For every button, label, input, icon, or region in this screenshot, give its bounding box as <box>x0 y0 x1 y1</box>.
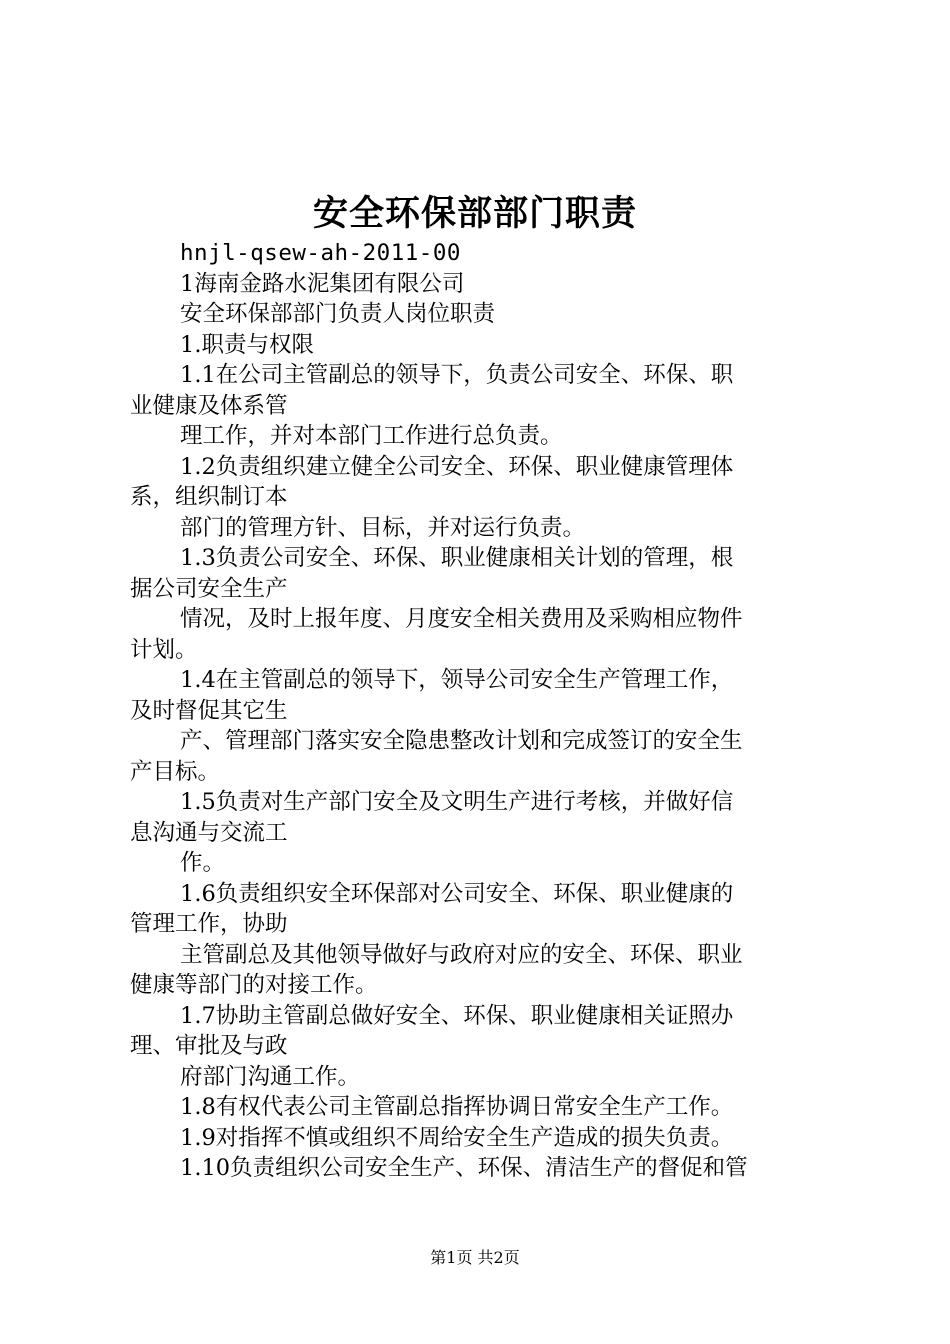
page-footer: 第1页 共2页 <box>430 1248 520 1267</box>
document-title: 安全环保部部门职责 <box>312 193 637 234</box>
text-line: 1.9对指挥不慎或组织不周给安全生产造成的损失负责。 <box>180 1124 734 1151</box>
text-line: 业健康及体系管 <box>130 392 288 419</box>
document-body <box>130 238 830 1184</box>
text-line: 1海南金路水泥集团有限公司 <box>180 270 465 297</box>
text-line: 健康等部门的对接工作。 <box>130 972 378 998</box>
text-line: 府部门沟通工作。 <box>180 1063 361 1090</box>
text-line: 1.5负责对生产部门安全及文明生产进行考核，并做好信 <box>180 789 734 815</box>
text-line: 理工作，并对本部门工作进行总负责。 <box>180 423 563 449</box>
text-line: 1.4在主管副总的领导下，领导公司安全生产管理工作， <box>180 667 734 693</box>
text-line: 1.2负责组织建立健全公司安全、环保、职业健康管理体 <box>180 453 734 480</box>
text-line: 1.8有权代表公司主管副总指挥协调日常安全生产工作。 <box>180 1094 734 1120</box>
text-line: hnjl-qsew-ah-2011-00 <box>180 240 461 266</box>
text-line: 安全环保部部门负责人岗位职责 <box>180 301 496 327</box>
text-line: 情况，及时上报年度、月度安全相关费用及采购相应物件 <box>180 606 743 632</box>
text-line: 理、审批及与政 <box>130 1033 288 1059</box>
text-line: 息沟通与交流工 <box>130 819 288 846</box>
text-line: 1.10负责组织公司安全生产、环保、清洁生产的督促和管 <box>180 1155 748 1181</box>
text-line: 产、管理部门落实安全隐患整改计划和完成签订的安全生 <box>180 728 743 754</box>
text-line: 系，组织制订本 <box>130 484 288 510</box>
text-line: 主管副总及其他领导做好与政府对应的安全、环保、职业 <box>180 941 743 968</box>
text-line: 1.1在公司主管副总的领导下，负责公司安全、环保、职 <box>180 362 734 388</box>
text-line: 1.3负责公司安全、环保、职业健康相关计划的管理，根 <box>180 545 734 571</box>
text-line: 作。 <box>180 850 226 876</box>
text-line: 计划。 <box>130 636 198 663</box>
text-line: 管理工作，协助 <box>130 911 288 937</box>
text-line: 据公司安全生产 <box>130 575 288 602</box>
text-line: 1.职责与权限 <box>180 331 314 358</box>
text-line: 1.7协助主管副总做好安全、环保、职业健康相关证照办 <box>180 1002 734 1029</box>
text-line: 产目标。 <box>130 758 221 785</box>
text-line: 1.6负责组织安全环保部对公司安全、环保、职业健康的 <box>180 880 734 907</box>
text-line: 部门的管理方针、目标，并对运行负责。 <box>180 514 586 541</box>
text-line: 及时督促其它生 <box>130 697 288 724</box>
